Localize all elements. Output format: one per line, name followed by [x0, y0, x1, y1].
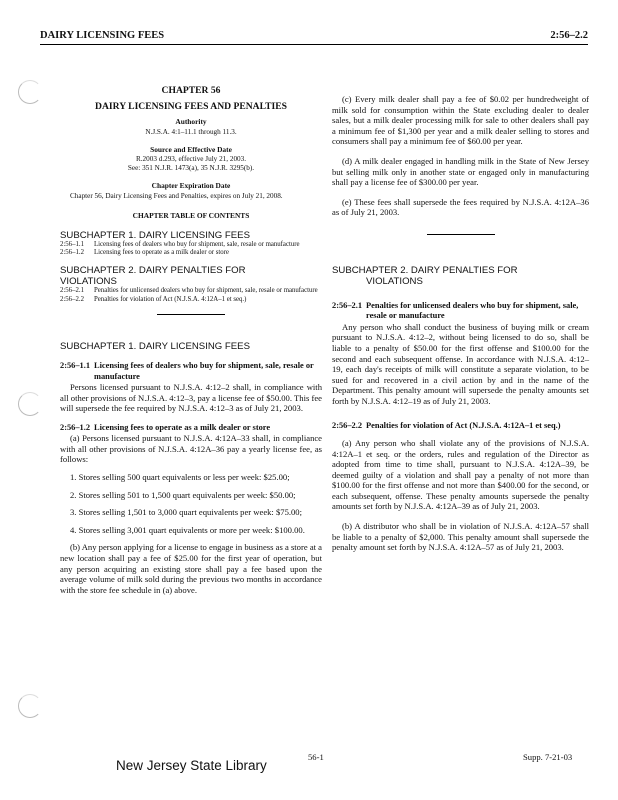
toc-subchapter: SUBCHAPTER 1. DAIRY LICENSING FEES	[60, 229, 250, 241]
header-title: DAIRY LICENSING FEES	[40, 30, 165, 41]
toc-entry[interactable]: 2:56–1.2 Licensing fees to operate as a milk dealer or store	[60, 248, 229, 256]
list-item: 4. Stores selling 3,001 quart equivalents or more per week: $100.00.	[70, 524, 305, 535]
section-divider	[157, 314, 225, 315]
toc-heading: CHAPTER TABLE OF CONTENTS	[132, 210, 250, 220]
right-column	[332, 86, 589, 553]
list-item: 1. Stores selling 500 quart equivalents or less per week: $25.00;	[70, 471, 290, 482]
section-body: Any person who shall conduct the business of buying milk or cream pursuant to N.J.S.A. 4:12–2, without being licensed to do so, shall be liable to a penalty of $50.00 for the first offense and $100.00 for the second and each subsequent offense. In accordance with N.J.S.A. 4:12–19, each day's receipts of milk will constitute a separate violation, to be sued for and recovered in a civil action by and in the name of the Department. This penalty amount will supersede the penalty amounts set forth by N.J.S.A. 4:12–19 as of July 21, 2003.	[332, 321, 589, 406]
supplement-date: Supp. 7-21-03	[523, 752, 573, 762]
subchapter-heading: SUBCHAPTER 2. DAIRY PENALTIES FOR	[332, 264, 518, 276]
source-heading: Source and Effective Date	[150, 144, 232, 154]
running-header	[40, 30, 588, 45]
section-body: Persons licensed pursuant to N.J.S.A. 4:12–2 shall, in compliance with all other provisions of N.J.S.A. 4:12–3, pay a license fee of $50.00. This fee will supersede the fee required by N.J.S.A. 4:12–3 as of July 21, 2003.	[60, 382, 322, 414]
page-number: 56-1	[308, 752, 324, 762]
left-column	[60, 80, 322, 595]
paragraph: (b) Any person applying for a license to engage in business as a store at a new location shall pay a fee of $25.00 for the first year of operation, but any person acquiring an existing store shall pay a fee based upon the average volume of milk sold during the previous two months in accordance with the store fee schedule in (a) above.	[60, 542, 322, 595]
paragraph: (a) Any person who shall violate any of the provisions of N.J.S.A. 4:12A–1 et seq. or the orders, rules and regulation of the Director as adopted from time to time shall, pursuant to N.J.S.A. 4:12A–39, be deemed guilty of a violation and shall pay a penalty of not more than $100.00 for the first offense and not more than $400.00 for the second, or each subsequent, offense. These penalty amounts supersede the penalty amounts set forth by N.J.S.A. 4:12A–39 as of July 21, 2003.	[332, 437, 589, 512]
section-heading: 2:56–1.1 Licensing fees of dealers who buy for shipment, sale, resale or manufacture	[60, 361, 314, 381]
toc-entry[interactable]: 2:56–2.2 Penalties for violation of Act (N.J.S.A. 4:12A–1 et seq.)	[60, 295, 247, 303]
authority-text: N.J.S.A. 4:1–11.1 through 11.3.	[145, 127, 237, 136]
subchapter-heading: SUBCHAPTER 1. DAIRY LICENSING FEES	[60, 341, 250, 353]
subchapter-heading-cont: VIOLATIONS	[366, 275, 423, 287]
toc-entry[interactable]: 2:56–1.1 Licensing fees of dealers who buy for shipment, sale, resale or manufacture	[60, 240, 300, 248]
paragraph: (c) Every milk dealer shall pay a fee of $0.02 per hundredweight of milk sold for consumption within the State excluding dealer to dealer sales, but a milk dealer processing milk for sale to other dealers shall pay a minimum fee of $1,300 per year and a milk dealer selling to stores and consumers shall pay a minimum fee of $60.00 per year.	[332, 94, 589, 147]
authority-heading: Authority	[175, 117, 207, 127]
punch-hole-mark	[18, 80, 42, 104]
paragraph: (b) A distributor who shall be in violation of N.J.S.A. 4:12A–57 shall be liable to a penalty of $2,000. This penalty amount shall supersede the penalty amount set forth by N.J.S.A. 4:12A–57 as of July 21, 2003.	[332, 521, 589, 553]
section-heading: 2:56–2.1 Penalties for unlicensed dealers who buy for shipment, sale, resale or manufacture	[332, 300, 579, 321]
paragraph: (d) A milk dealer engaged in handling milk in the State of New Jersey but selling milk only in another state or engaged only in manufacturing shall pay a license fee of $300.00 per year.	[332, 155, 589, 188]
list-item: 2. Stores selling 501 to 1,500 quart equivalents per week: $50.00;	[70, 489, 296, 500]
toc-entry[interactable]: 2:56–2.1 Penalties for unlicensed dealers who buy for shipment, sale, resale or manufacture	[60, 287, 318, 295]
list-item: 3. Stores selling 1,501 to 3,000 quart equivalents per week: $75.00;	[70, 507, 302, 518]
expiration-heading: Chapter Expiration Date	[151, 181, 231, 191]
library-stamp: New Jersey State Library	[116, 758, 267, 773]
source-line: See: 351 N.J.R. 1473(a), 35 N.J.R. 3295(b).	[127, 164, 255, 173]
toc-subchapter: SUBCHAPTER 2. DAIRY PENALTIES FOR VIOLATIONS	[60, 265, 246, 288]
section-heading: 2:56–1.2 Licensing fees to operate as a milk dealer or store	[60, 422, 271, 432]
punch-hole-mark	[18, 694, 42, 718]
paragraph: (a) Persons licensed pursuant to N.J.S.A. 4:12A–33 shall, in compliance with all other provisions of N.J.S.A. 4:12A–36 pay a yearly license fee, as follows:	[60, 433, 322, 465]
section-heading: 2:56–2.2 Penalties for violation of Act (N.J.S.A. 4:12A–1 et seq.)	[332, 420, 561, 430]
paragraph: (e) These fees shall supersede the fees required by N.J.S.A. 4:12A–36 as of July 21, 2003.	[332, 196, 589, 218]
section-divider	[427, 234, 495, 235]
chapter-number: CHAPTER 56	[161, 85, 221, 96]
expiration-text: Chapter 56, Dairy Licensing Fees and Penalties, expires on July 21, 2008.	[70, 191, 283, 200]
punch-hole-mark	[18, 392, 42, 416]
header-section-range: 2:56–2.2	[550, 30, 588, 41]
chapter-title: DAIRY LICENSING FEES AND PENALTIES	[95, 100, 287, 112]
source-line: R.2003 d.293, effective July 21, 2003.	[135, 155, 247, 164]
